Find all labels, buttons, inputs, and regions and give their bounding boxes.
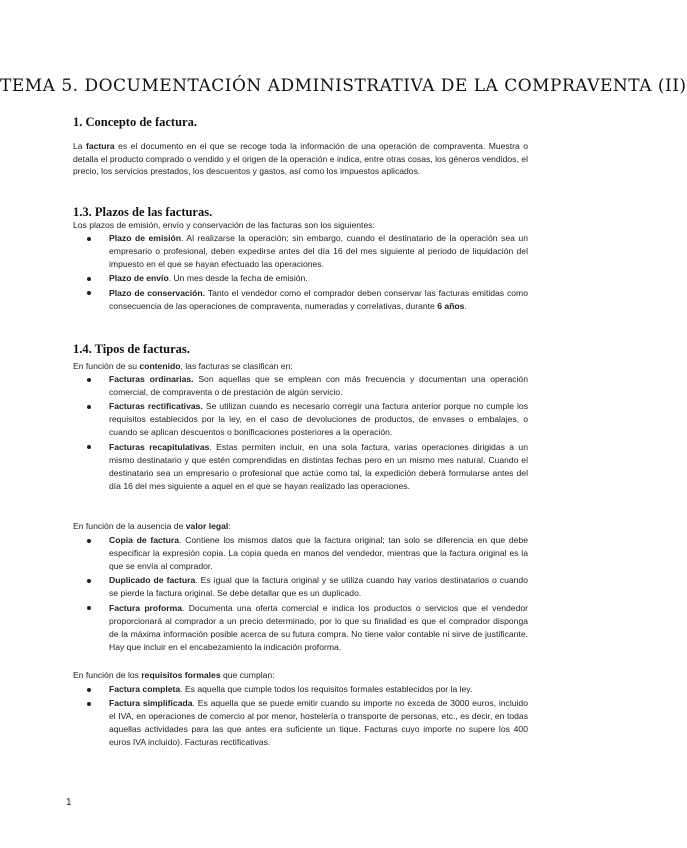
list-item: Plazo de conservación. Tanto el vendedor como el comprador deben conservar las facturas emitidas como consecuencia de las operaciones de compraventa, numeradas y correlativas, durante 6 años. — [73, 287, 528, 313]
bullet-icon — [87, 445, 91, 449]
bullet-icon — [87, 405, 91, 409]
bullet-icon — [87, 702, 91, 706]
bullet-icon — [87, 579, 91, 583]
bullet-icon — [87, 606, 91, 610]
list-item: Plazo de envío. Un mes desde la fecha de emisión. — [73, 272, 528, 285]
section-1-3-intro: Los plazos de emisión, envío y conservación de las facturas son los siguientes: — [73, 220, 375, 230]
section-1-paragraph: La factura es el documento en el que se recoge toda la información de una operación de compraventa. Muestra o detalla el producto comprado o vendido y el origen de la operación e indica, entre otras cosas, los géneros vendidos, el precio, los servicios prestados, los descuentos y gastos, así como los impuestos aplicados. — [73, 141, 528, 177]
list-item: Factura proforma. Documenta una oferta comercial e indica los productos o servicios que el vendedor proporcionará al comprador a un precio determinado, por lo que su finalidad es que el comprador disponga de la máxima información posible acerca de su futura compra. No tiene valor contable ni sirve de justificante. Hay que incluir en el encabezamiento la indicación proforma. — [73, 602, 528, 654]
list-item: Copia de factura. Contiene los mismos datos que la factura original; tan solo se diferencia en que debe especificar la expresión copia. La copia queda en manos del vendedor, mientras que la factura original es la que se envía al comprador. — [73, 534, 528, 573]
list-item: Facturas rectificativas. Se utilizan cuando es necesario corregir una factura anterior porque no cumple los requisitos establecidos por la ley, en el caso de devoluciones de productos, de envases o embalajes, o cuando se aplican descuentos o bonificaciones posteriores a la operación. — [73, 400, 528, 439]
bullet-icon — [87, 277, 91, 281]
bullet-icon — [87, 539, 91, 543]
bullet-icon — [87, 291, 91, 295]
bullet-icon — [87, 378, 91, 382]
list-item: Plazo de emisión. Al realizarse la operación; sin embargo, cuando el destinatario de la operación sea un empresario o profesional, deben expedirse antes del día 16 del mes siguiente al periodo de liquidación del impuesto en el que se hayan efectuado las operaciones. — [73, 232, 528, 271]
list-item: Duplicado de factura. Es igual que la factura original y se utiliza cuando hay varios destinatarios o cuando se pierde la factura original. Se debe detallar que es un duplicado. — [73, 574, 528, 600]
list-item: Factura completa. Es aquella que cumple todos los requisitos formales establecidos por la ley. — [73, 683, 528, 696]
valor-legal-list — [73, 534, 528, 655]
contenido-intro: En función de su contenido, las facturas se clasifican en: — [73, 361, 293, 371]
list-item: Facturas ordinarias. Son aquellas que se emplean con más frecuencia y documentan una operación comercial, de compraventa o de prestación de algún servicio. — [73, 373, 528, 399]
bullet-icon — [87, 688, 91, 692]
list-item: Factura simplificada. Es aquella que se puede emitir cuando su importe no exceda de 3000 euros, incluido el IVA, en operaciones de comercio al por menor, hostelería o transporte de personas, etc., es decir, en todas aquellas actividades para las que antes era suficiente un tique. Facturas cuyo importe no supere los 400 euros IVA incluido). Facturas rectificativas. — [73, 697, 528, 749]
section-1-4-heading: 1.4. Tipos de facturas. — [73, 342, 190, 356]
section-1-heading: 1. Concepto de factura. — [73, 115, 197, 129]
valor-legal-intro: En función de la ausencia de valor legal: — [73, 521, 231, 531]
page-number: 1 — [66, 797, 72, 808]
contenido-list — [73, 373, 528, 494]
requisitos-list — [73, 683, 528, 751]
plazos-list — [73, 232, 528, 314]
document-title: TEMA 5. DOCUMENTACIÓN ADMINISTRATIVA DE LA COMPRAVENTA (II) — [0, 76, 687, 96]
list-item: Facturas recapitulativas. Estas permiten incluir, en una sola factura, varias operaciones dirigidas a un mismo destinatario y que estén comprendidas en distintas fechas pero en un mismo mes natural. Cuando el destinatario sea un empresario o profesional que actúe como tal, la expedición deberá formularse antes del día 16 del mes siguiente a aquel en el que se hayan realizado las operaciones. — [73, 441, 528, 493]
bullet-icon — [87, 237, 91, 241]
section-1-3-heading: 1.3. Plazos de las facturas. — [73, 205, 213, 219]
requisitos-intro: En función de los requisitos formales que cumplan: — [73, 670, 275, 680]
